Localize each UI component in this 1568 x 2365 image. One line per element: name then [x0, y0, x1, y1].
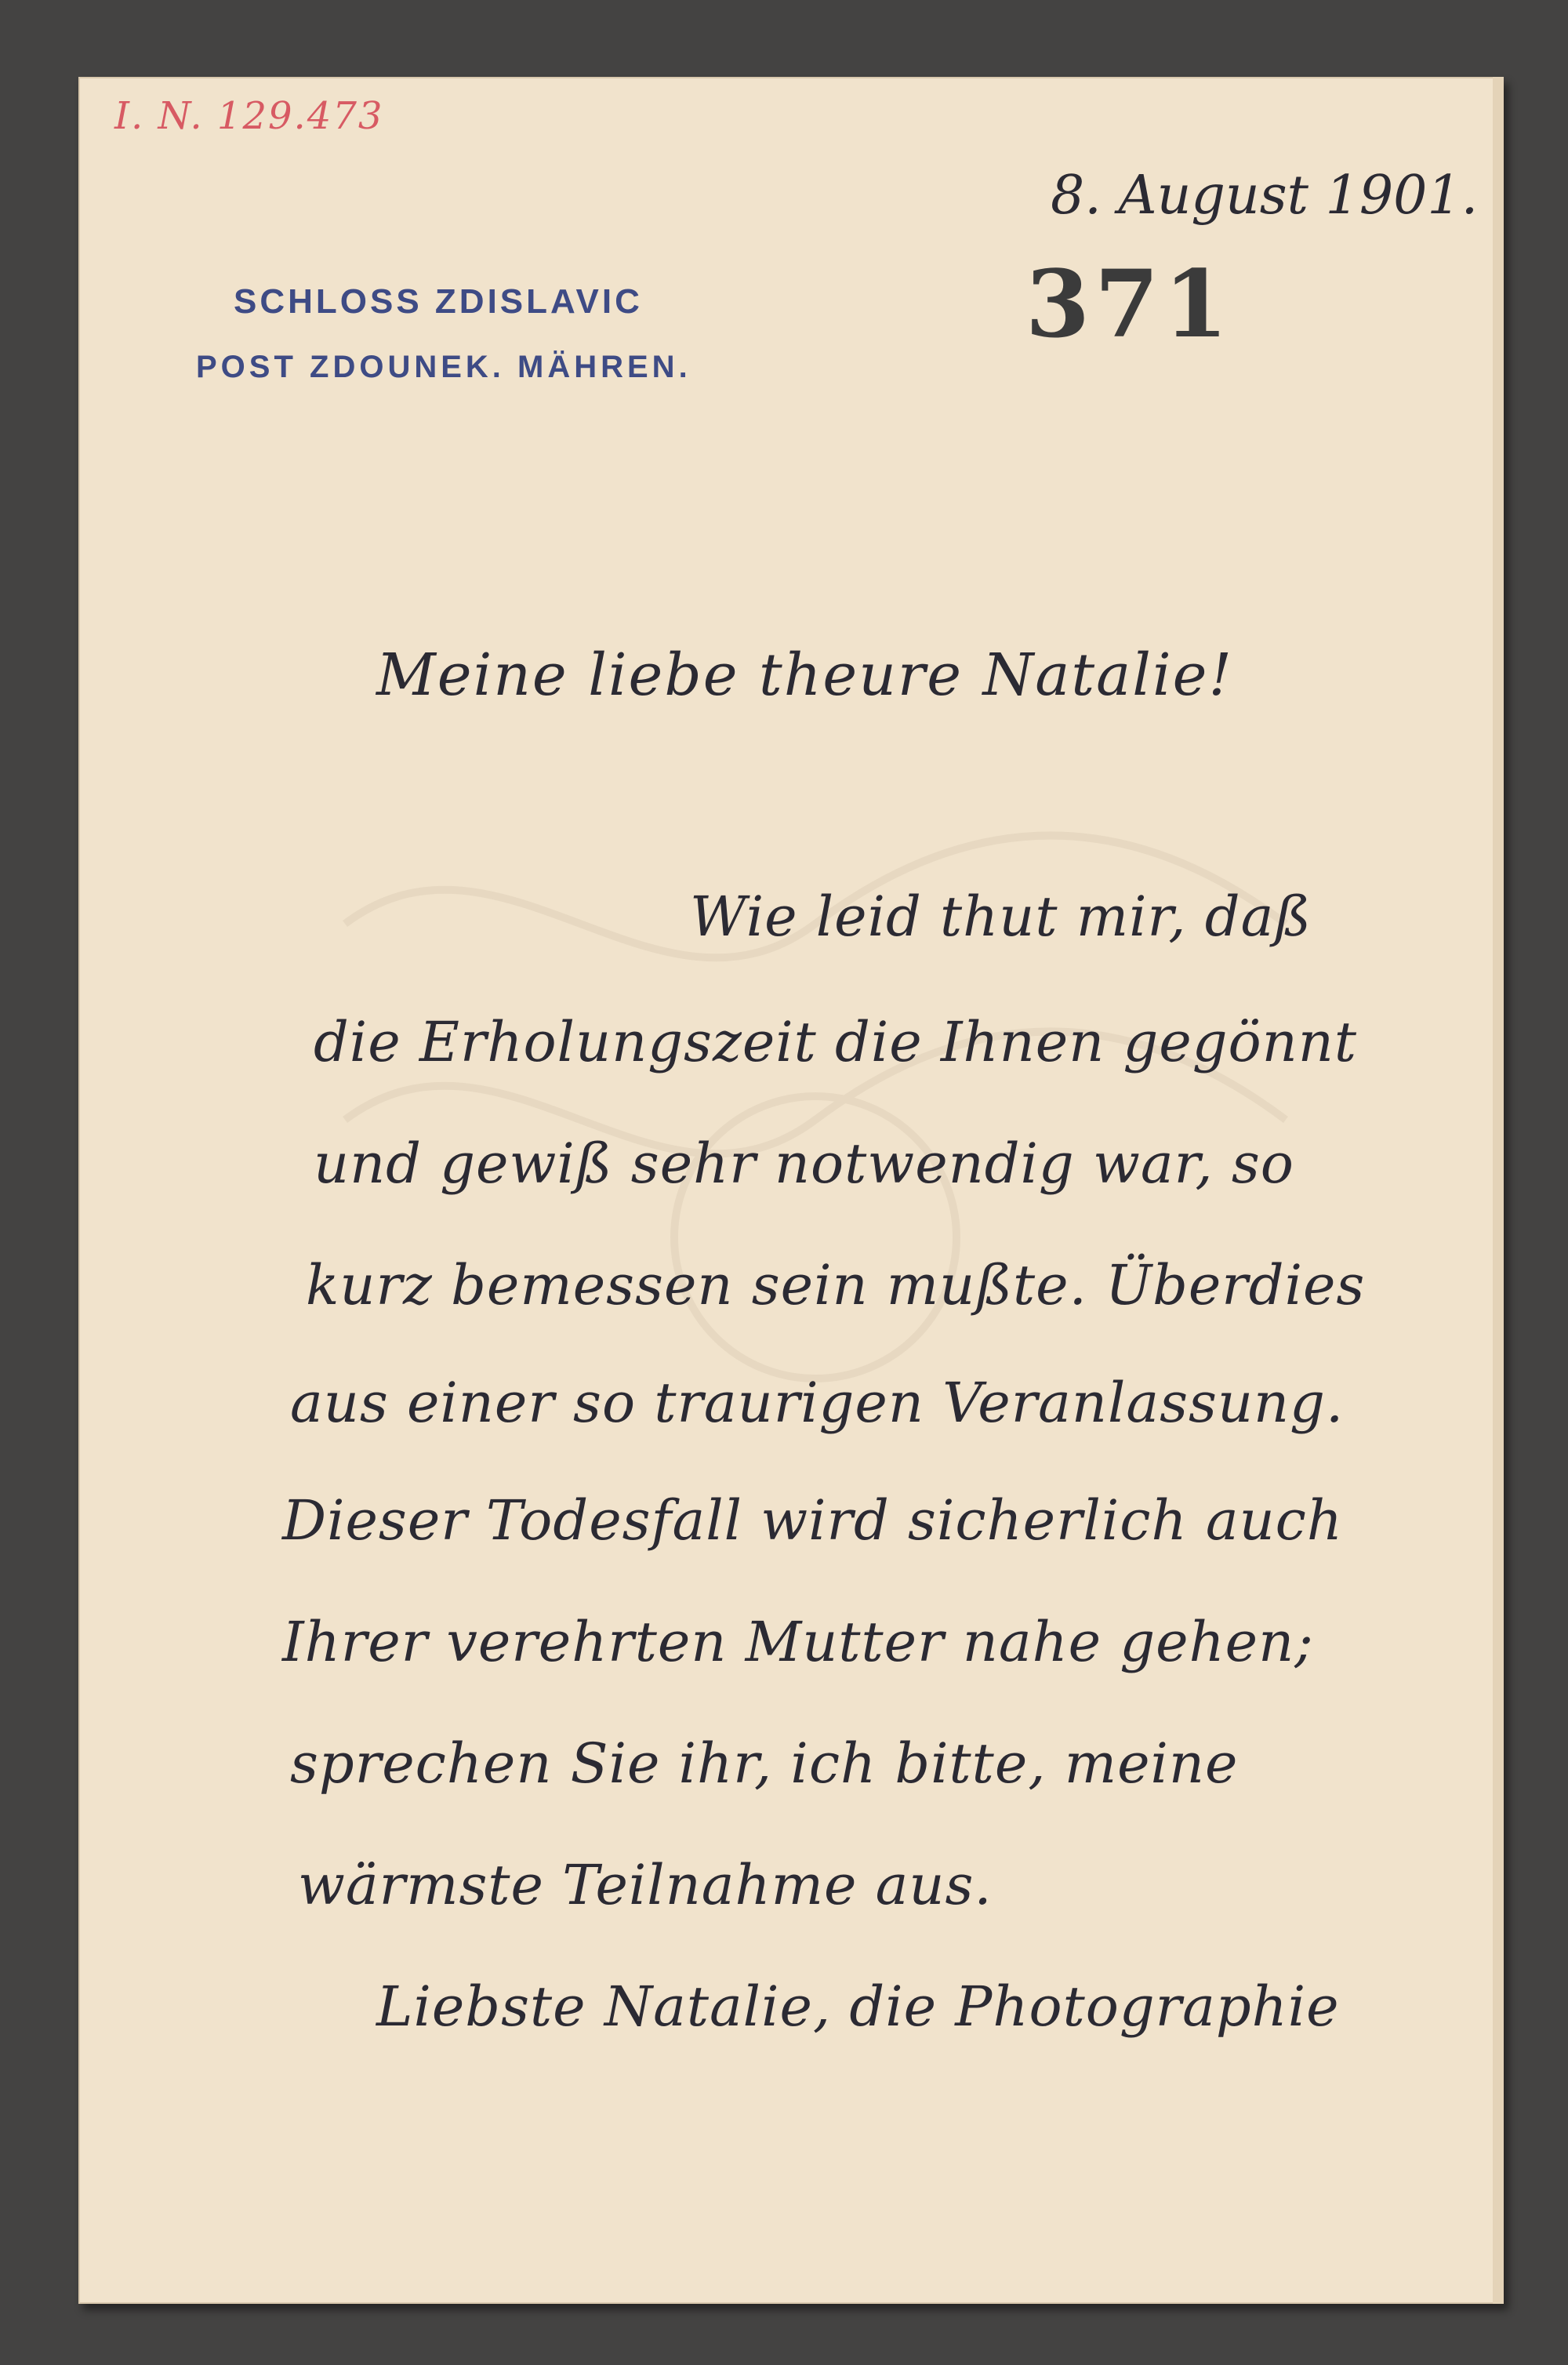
- paper-watermark: [267, 767, 1364, 1473]
- letter-line: Dieser Todesfall wird sicherlich auch: [282, 1488, 1343, 1553]
- letter-salutation: Meine liebe theure Natalie!: [376, 641, 1234, 709]
- archive-stamp-number: 371: [1025, 249, 1233, 358]
- letter-date: 8. August 1901.: [1051, 165, 1479, 227]
- letterhead-line-1: SCHLOSS ZDISLAVIC: [234, 282, 643, 321]
- letter-line: Ihrer verehrten Mutter nahe gehen;: [282, 1610, 1314, 1674]
- archive-inventory-mark: I. N. 129.473: [114, 94, 384, 138]
- letterhead: [196, 282, 691, 385]
- letter-line: sprechen Sie ihr, ich bitte, meine: [290, 1731, 1239, 1796]
- paper-edge: [1493, 77, 1504, 2304]
- letter-line: aus einer so traurigen Veranlassung.: [290, 1371, 1345, 1435]
- letter-line: Liebste Natalie, die Photographie: [376, 1974, 1340, 2039]
- letter-line: Wie leid thut mir, daß: [690, 885, 1312, 949]
- letter-sheet: [78, 77, 1504, 2304]
- letterhead-line-2: POST ZDOUNEK. MÄHREN.: [196, 350, 691, 384]
- letter-line: wärmste Teilnahme aus.: [298, 1853, 993, 1917]
- letter-line: die Erholungszeit die Ihnen gegönnt: [314, 1010, 1357, 1074]
- letter-line: kurz bemessen sein mußte. Überdies: [306, 1253, 1366, 1317]
- letter-line: und gewiß sehr notwendig war, so: [314, 1132, 1294, 1196]
